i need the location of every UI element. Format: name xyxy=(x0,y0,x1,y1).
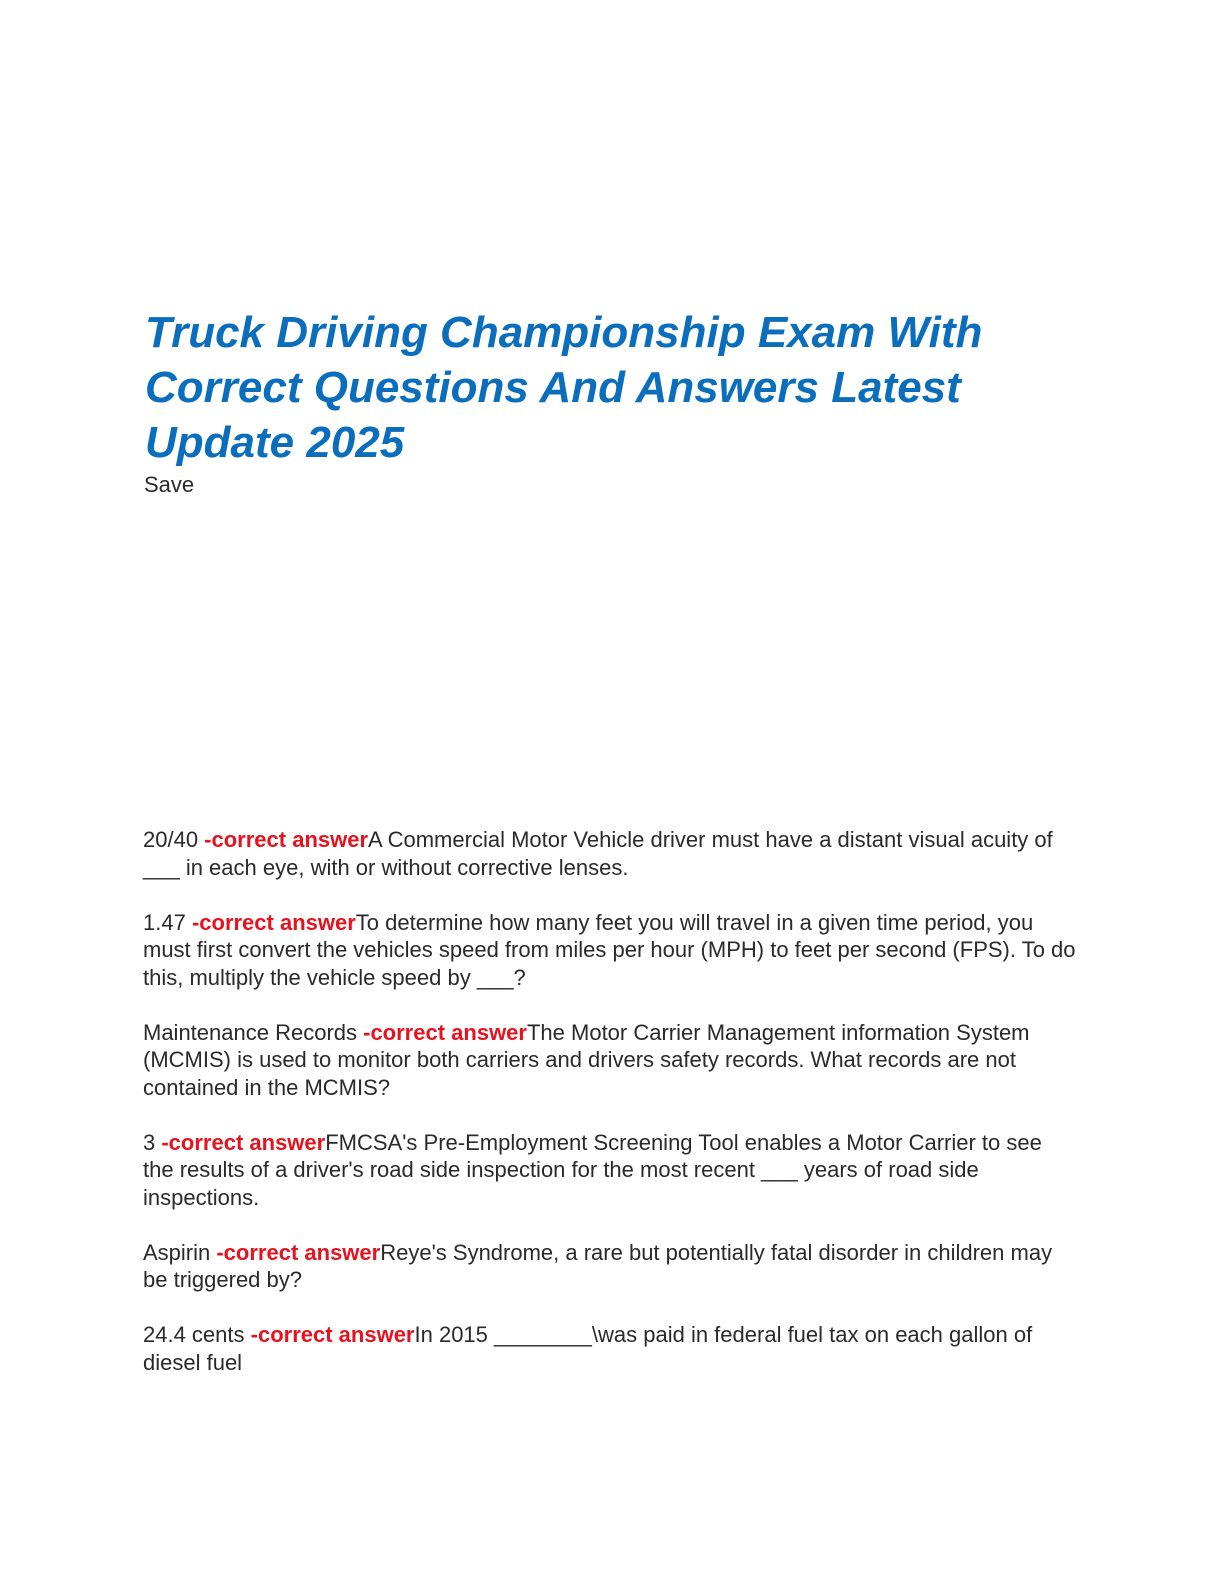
correct-answer-marker: -correct answer xyxy=(191,909,356,935)
qa-item xyxy=(143,826,1078,881)
qa-question: Reye's Syndrome, a rare but potentially fatal disorder in children may be triggered by? xyxy=(143,1239,1053,1292)
qa-list xyxy=(143,826,1078,1404)
qa-answer: 3 xyxy=(143,1129,162,1155)
qa-item xyxy=(143,1239,1078,1294)
qa-answer: Maintenance Records xyxy=(143,1019,364,1045)
qa-answer: 1.47 xyxy=(143,909,192,935)
qa-question: To determine how many feet you will travel in a given time period, you must first convert the vehicles speed from miles per hour (MPH) to feet per second (FPS). To do this, multiply the vehicle speed by ___? xyxy=(143,909,1076,990)
correct-answer-marker: -correct answer xyxy=(204,827,369,852)
qa-question: A Commercial Motor Vehicle driver must have a distant visual acuity of ___ in each eye, with or without corrective lenses. xyxy=(143,827,1053,880)
qa-answer: 24.4 cents xyxy=(143,1322,251,1347)
correct-answer-marker: -correct answer xyxy=(216,1239,381,1265)
qa-item xyxy=(143,909,1078,992)
qa-question: The Motor Carrier Management information System (MCMIS) is used to monitor both carriers and drivers safety records. What records are not contained in the MCMIS? xyxy=(143,1019,1030,1100)
correct-answer-marker: -correct answer xyxy=(250,1322,415,1347)
correct-answer-marker: -correct answer xyxy=(363,1019,527,1045)
save-label: Save xyxy=(144,472,195,497)
qa-item xyxy=(143,1321,1078,1376)
qa-answer: Aspirin xyxy=(143,1239,217,1265)
qa-item xyxy=(143,1019,1078,1102)
qa-question: In 2015 ________\was paid in federal fuel tax on each gallon of diesel fuel xyxy=(143,1322,1033,1375)
qa-question: FMCSA's Pre-Employment Screening Tool enables a Motor Carrier to see the results of a driver's road side inspection for the most recent ___ years of road side inspections. xyxy=(143,1129,1042,1210)
qa-answer: 20/40 xyxy=(143,827,205,852)
correct-answer-marker: -correct answer xyxy=(161,1129,326,1155)
document-title: Truck Driving Championship Exam With Correct Questions And Answers Latest Update 2025 xyxy=(145,308,983,467)
qa-item xyxy=(143,1129,1078,1212)
